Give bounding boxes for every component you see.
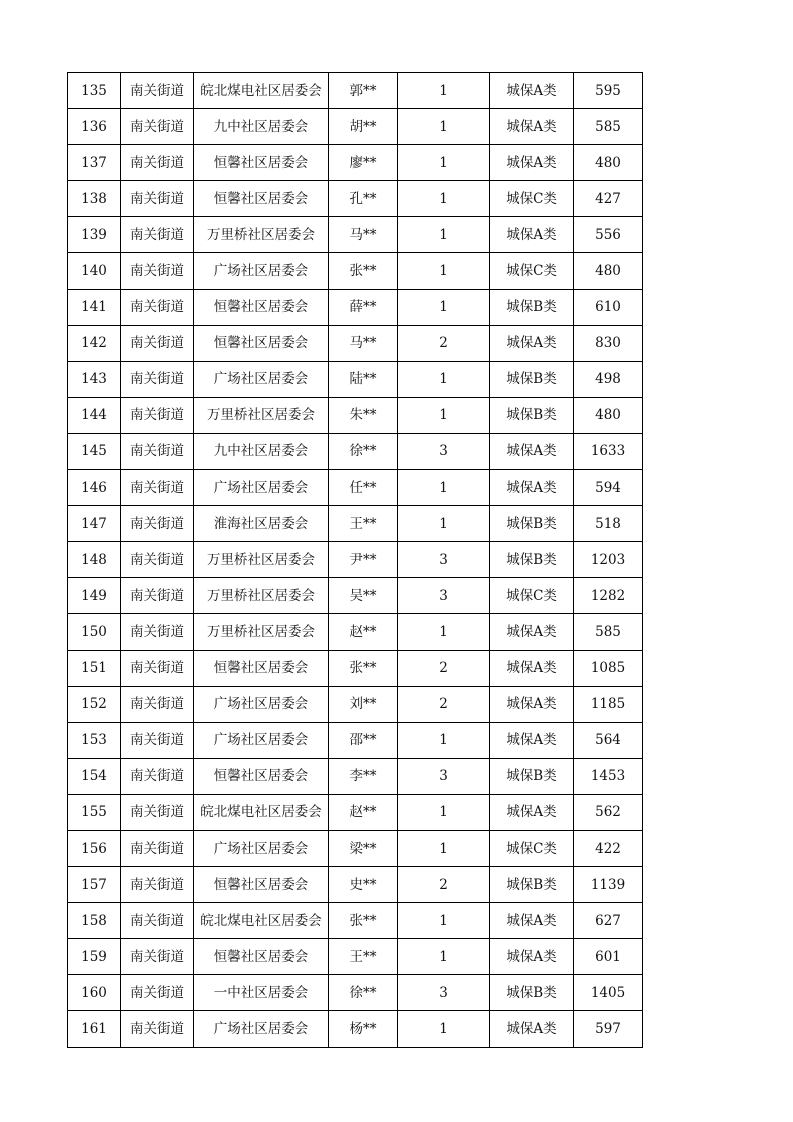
cell-household-size: 2 [398, 867, 490, 903]
cell-serial-number: 160 [68, 975, 121, 1011]
cell-street: 南关街道 [121, 975, 194, 1011]
cell-name: 史** [329, 867, 398, 903]
table-row [68, 361, 643, 397]
cell-name: 赵** [329, 614, 398, 650]
cell-serial-number: 142 [68, 325, 121, 361]
cell-category: 城保A类 [490, 722, 574, 758]
cell-street: 南关街道 [121, 253, 194, 289]
table-row [68, 181, 643, 217]
cell-category: 城保A类 [490, 325, 574, 361]
cell-community: 广场社区居委会 [194, 830, 329, 866]
cell-serial-number: 141 [68, 289, 121, 325]
cell-community: 皖北煤电社区居委会 [194, 903, 329, 939]
table-row [68, 758, 643, 794]
cell-community: 广场社区居委会 [194, 253, 329, 289]
cell-serial-number: 150 [68, 614, 121, 650]
table-row [68, 73, 643, 109]
cell-amount: 597 [574, 1011, 643, 1047]
cell-name: 吴** [329, 578, 398, 614]
cell-street: 南关街道 [121, 361, 194, 397]
table-row [68, 867, 643, 903]
cell-serial-number: 138 [68, 181, 121, 217]
cell-name: 朱** [329, 397, 398, 433]
cell-category: 城保A类 [490, 217, 574, 253]
cell-name: 郭** [329, 73, 398, 109]
cell-street: 南关街道 [121, 433, 194, 469]
cell-name: 胡** [329, 109, 398, 145]
cell-community: 恒馨社区居委会 [194, 758, 329, 794]
cell-household-size: 1 [398, 181, 490, 217]
cell-street: 南关街道 [121, 542, 194, 578]
cell-name: 王** [329, 939, 398, 975]
cell-street: 南关街道 [121, 506, 194, 542]
cell-category: 城保A类 [490, 650, 574, 686]
cell-category: 城保A类 [490, 939, 574, 975]
cell-household-size: 1 [398, 145, 490, 181]
cell-serial-number: 161 [68, 1011, 121, 1047]
cell-amount: 601 [574, 939, 643, 975]
cell-household-size: 2 [398, 325, 490, 361]
cell-serial-number: 156 [68, 830, 121, 866]
cell-category: 城保B类 [490, 289, 574, 325]
cell-street: 南关街道 [121, 650, 194, 686]
cell-serial-number: 151 [68, 650, 121, 686]
cell-household-size: 3 [398, 433, 490, 469]
cell-category: 城保B类 [490, 542, 574, 578]
cell-household-size: 3 [398, 758, 490, 794]
cell-street: 南关街道 [121, 830, 194, 866]
cell-category: 城保B类 [490, 975, 574, 1011]
cell-community: 广场社区居委会 [194, 361, 329, 397]
cell-community: 万里桥社区居委会 [194, 578, 329, 614]
cell-household-size: 1 [398, 614, 490, 650]
table-row [68, 1011, 643, 1047]
cell-serial-number: 149 [68, 578, 121, 614]
cell-community: 万里桥社区居委会 [194, 614, 329, 650]
cell-household-size: 1 [398, 217, 490, 253]
cell-household-size: 1 [398, 361, 490, 397]
table-row [68, 722, 643, 758]
cell-household-size: 1 [398, 109, 490, 145]
table-row [68, 975, 643, 1011]
cell-household-size: 1 [398, 1011, 490, 1047]
table-row [68, 542, 643, 578]
cell-serial-number: 148 [68, 542, 121, 578]
cell-serial-number: 147 [68, 506, 121, 542]
table-row [68, 253, 643, 289]
cell-amount: 518 [574, 506, 643, 542]
cell-community: 广场社区居委会 [194, 686, 329, 722]
table-row [68, 145, 643, 181]
table-row [68, 470, 643, 506]
cell-category: 城保C类 [490, 181, 574, 217]
cell-street: 南关街道 [121, 325, 194, 361]
cell-name: 陆** [329, 361, 398, 397]
cell-name: 薛** [329, 289, 398, 325]
cell-amount: 556 [574, 217, 643, 253]
cell-community: 恒馨社区居委会 [194, 867, 329, 903]
cell-serial-number: 157 [68, 867, 121, 903]
cell-street: 南关街道 [121, 903, 194, 939]
cell-household-size: 1 [398, 470, 490, 506]
cell-community: 恒馨社区居委会 [194, 289, 329, 325]
cell-amount: 427 [574, 181, 643, 217]
cell-name: 王** [329, 506, 398, 542]
cell-category: 城保B类 [490, 361, 574, 397]
table-row [68, 939, 643, 975]
cell-serial-number: 140 [68, 253, 121, 289]
cell-household-size: 1 [398, 794, 490, 830]
cell-street: 南关街道 [121, 614, 194, 650]
cell-serial-number: 136 [68, 109, 121, 145]
cell-community: 皖北煤电社区居委会 [194, 794, 329, 830]
cell-name: 廖** [329, 145, 398, 181]
cell-category: 城保A类 [490, 73, 574, 109]
cell-household-size: 2 [398, 686, 490, 722]
table-row [68, 903, 643, 939]
cell-serial-number: 154 [68, 758, 121, 794]
cell-serial-number: 135 [68, 73, 121, 109]
cell-serial-number: 139 [68, 217, 121, 253]
table-row [68, 614, 643, 650]
cell-category: 城保C类 [490, 578, 574, 614]
cell-name: 徐** [329, 433, 398, 469]
cell-amount: 610 [574, 289, 643, 325]
cell-serial-number: 144 [68, 397, 121, 433]
cell-community: 万里桥社区居委会 [194, 397, 329, 433]
cell-category: 城保B类 [490, 506, 574, 542]
cell-serial-number: 146 [68, 470, 121, 506]
cell-street: 南关街道 [121, 758, 194, 794]
cell-category: 城保B类 [490, 397, 574, 433]
cell-category: 城保B类 [490, 758, 574, 794]
cell-household-size: 1 [398, 289, 490, 325]
cell-name: 李** [329, 758, 398, 794]
cell-category: 城保A类 [490, 903, 574, 939]
cell-street: 南关街道 [121, 109, 194, 145]
cell-name: 杨** [329, 1011, 398, 1047]
records-table-body [68, 73, 643, 1048]
cell-name: 赵** [329, 794, 398, 830]
cell-amount: 480 [574, 145, 643, 181]
cell-name: 马** [329, 325, 398, 361]
cell-amount: 422 [574, 830, 643, 866]
cell-household-size: 3 [398, 542, 490, 578]
cell-street: 南关街道 [121, 289, 194, 325]
cell-amount: 1453 [574, 758, 643, 794]
cell-street: 南关街道 [121, 73, 194, 109]
cell-name: 任** [329, 470, 398, 506]
cell-street: 南关街道 [121, 397, 194, 433]
cell-household-size: 1 [398, 903, 490, 939]
table-row [68, 830, 643, 866]
table-row [68, 686, 643, 722]
table-row [68, 109, 643, 145]
cell-household-size: 1 [398, 397, 490, 433]
cell-name: 尹** [329, 542, 398, 578]
cell-street: 南关街道 [121, 686, 194, 722]
cell-amount: 498 [574, 361, 643, 397]
cell-community: 广场社区居委会 [194, 722, 329, 758]
cell-community: 恒馨社区居委会 [194, 650, 329, 686]
cell-serial-number: 152 [68, 686, 121, 722]
cell-community: 一中社区居委会 [194, 975, 329, 1011]
cell-community: 万里桥社区居委会 [194, 542, 329, 578]
cell-amount: 1203 [574, 542, 643, 578]
records-table [67, 72, 643, 1048]
cell-community: 九中社区居委会 [194, 109, 329, 145]
cell-community: 皖北煤电社区居委会 [194, 73, 329, 109]
cell-street: 南关街道 [121, 145, 194, 181]
cell-household-size: 3 [398, 975, 490, 1011]
cell-street: 南关街道 [121, 470, 194, 506]
table-row [68, 325, 643, 361]
table-row [68, 578, 643, 614]
cell-household-size: 3 [398, 578, 490, 614]
cell-serial-number: 153 [68, 722, 121, 758]
cell-street: 南关街道 [121, 722, 194, 758]
cell-street: 南关街道 [121, 217, 194, 253]
cell-amount: 1282 [574, 578, 643, 614]
cell-category: 城保C类 [490, 253, 574, 289]
cell-street: 南关街道 [121, 1011, 194, 1047]
table-row [68, 217, 643, 253]
cell-community: 恒馨社区居委会 [194, 325, 329, 361]
cell-community: 淮海社区居委会 [194, 506, 329, 542]
cell-household-size: 1 [398, 939, 490, 975]
cell-name: 徐** [329, 975, 398, 1011]
cell-name: 马** [329, 217, 398, 253]
cell-category: 城保A类 [490, 1011, 574, 1047]
cell-household-size: 1 [398, 253, 490, 289]
cell-amount: 562 [574, 794, 643, 830]
cell-name: 邵** [329, 722, 398, 758]
cell-amount: 594 [574, 470, 643, 506]
cell-household-size: 1 [398, 73, 490, 109]
table-row [68, 397, 643, 433]
cell-category: 城保A类 [490, 145, 574, 181]
cell-category: 城保C类 [490, 830, 574, 866]
cell-amount: 595 [574, 73, 643, 109]
cell-serial-number: 159 [68, 939, 121, 975]
cell-amount: 480 [574, 397, 643, 433]
cell-household-size: 2 [398, 650, 490, 686]
cell-amount: 1085 [574, 650, 643, 686]
cell-category: 城保A类 [490, 433, 574, 469]
cell-household-size: 1 [398, 722, 490, 758]
cell-category: 城保A类 [490, 794, 574, 830]
cell-name: 梁** [329, 830, 398, 866]
cell-serial-number: 145 [68, 433, 121, 469]
cell-street: 南关街道 [121, 939, 194, 975]
table-row [68, 433, 643, 469]
cell-amount: 1633 [574, 433, 643, 469]
cell-street: 南关街道 [121, 794, 194, 830]
cell-street: 南关街道 [121, 181, 194, 217]
cell-community: 恒馨社区居委会 [194, 145, 329, 181]
cell-serial-number: 158 [68, 903, 121, 939]
cell-category: 城保A类 [490, 470, 574, 506]
cell-amount: 1405 [574, 975, 643, 1011]
cell-amount: 480 [574, 253, 643, 289]
cell-community: 恒馨社区居委会 [194, 181, 329, 217]
cell-community: 广场社区居委会 [194, 470, 329, 506]
cell-community: 九中社区居委会 [194, 433, 329, 469]
table-row [68, 289, 643, 325]
cell-category: 城保A类 [490, 614, 574, 650]
cell-serial-number: 143 [68, 361, 121, 397]
cell-category: 城保A类 [490, 109, 574, 145]
cell-serial-number: 137 [68, 145, 121, 181]
cell-category: 城保B类 [490, 867, 574, 903]
table-row [68, 506, 643, 542]
cell-community: 广场社区居委会 [194, 1011, 329, 1047]
cell-amount: 585 [574, 614, 643, 650]
cell-serial-number: 155 [68, 794, 121, 830]
cell-amount: 830 [574, 325, 643, 361]
cell-community: 万里桥社区居委会 [194, 217, 329, 253]
cell-name: 张** [329, 253, 398, 289]
cell-amount: 585 [574, 109, 643, 145]
cell-household-size: 1 [398, 506, 490, 542]
table-row [68, 650, 643, 686]
cell-household-size: 1 [398, 830, 490, 866]
cell-amount: 1185 [574, 686, 643, 722]
cell-name: 张** [329, 903, 398, 939]
cell-amount: 564 [574, 722, 643, 758]
cell-amount: 627 [574, 903, 643, 939]
cell-category: 城保A类 [490, 686, 574, 722]
cell-name: 孔** [329, 181, 398, 217]
cell-street: 南关街道 [121, 867, 194, 903]
cell-community: 恒馨社区居委会 [194, 939, 329, 975]
cell-amount: 1139 [574, 867, 643, 903]
table-row [68, 794, 643, 830]
cell-street: 南关街道 [121, 578, 194, 614]
cell-name: 张** [329, 650, 398, 686]
cell-name: 刘** [329, 686, 398, 722]
record-sheet [67, 72, 643, 1048]
